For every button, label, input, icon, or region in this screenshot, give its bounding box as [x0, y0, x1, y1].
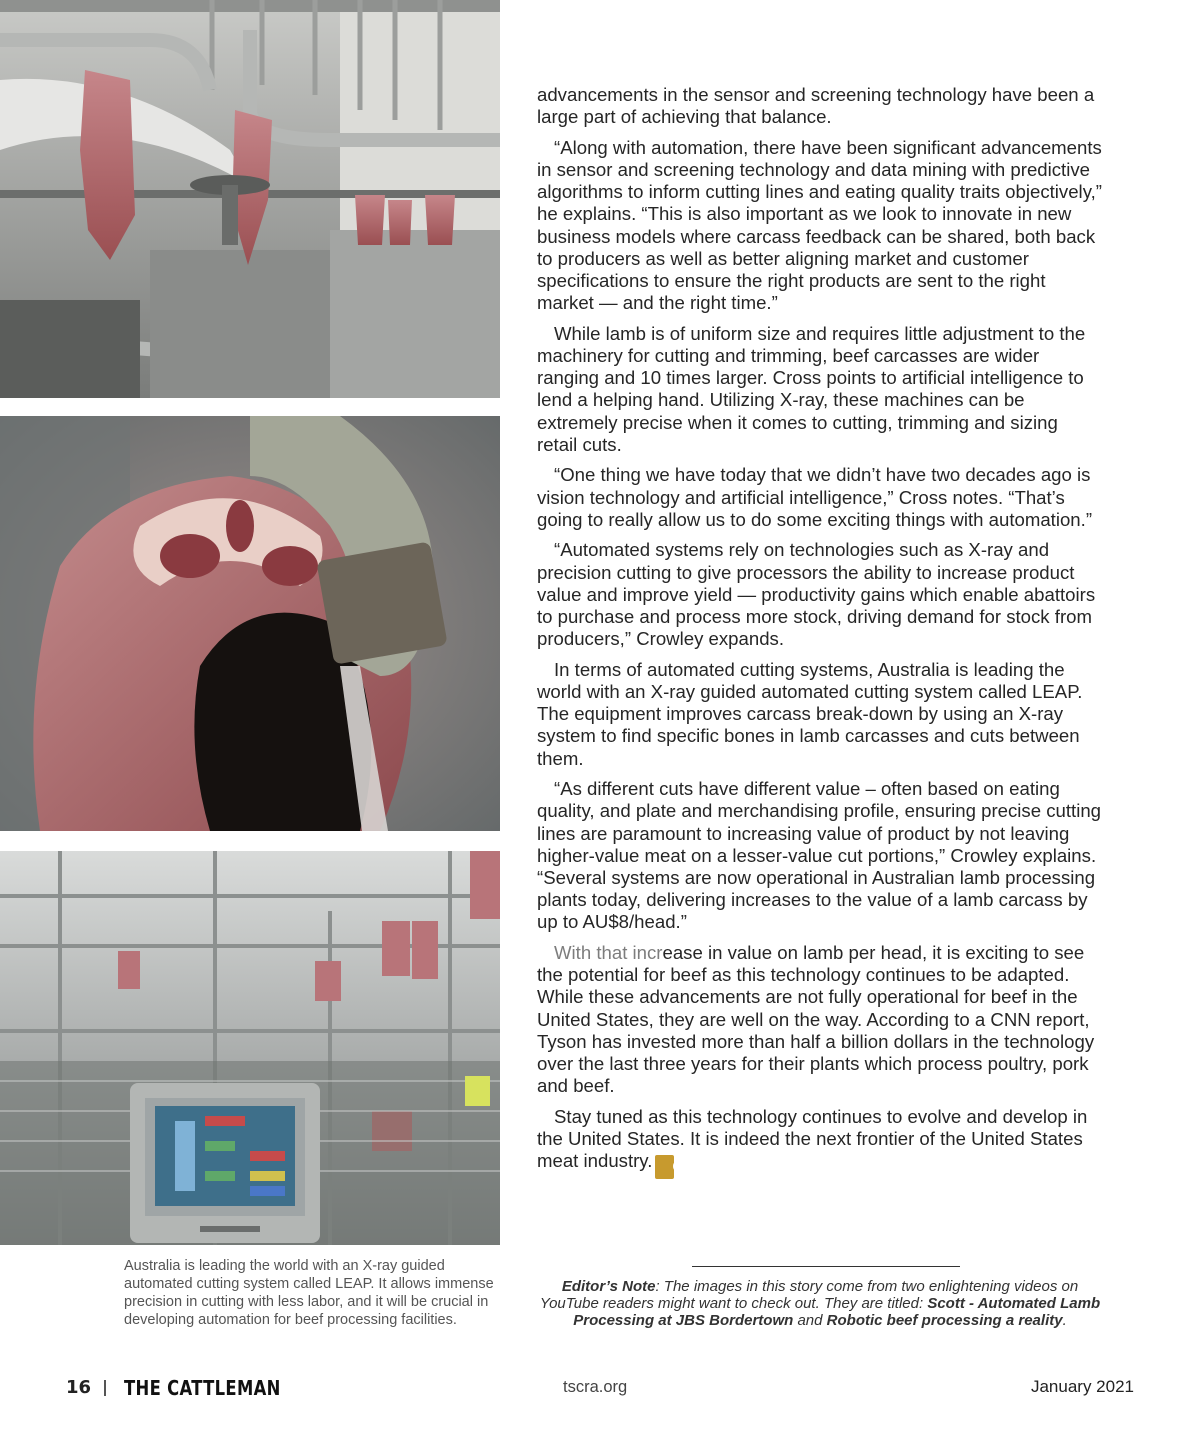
photo-lamb-carcasses-conveyor: [0, 0, 500, 398]
article-paragraph: [537, 942, 1103, 1097]
editor-note: [537, 1278, 1103, 1329]
article-paragraph: [537, 1106, 1103, 1179]
video-title: Robotic beef processing a reality: [826, 1312, 1063, 1329]
editor-note-label: Editor’s Note: [561, 1278, 656, 1295]
page-number: 16: [66, 1377, 92, 1398]
website: tscra.org: [563, 1378, 628, 1396]
editor-note-divider: [692, 1266, 960, 1267]
photo-processing-floor-xray-monitor: [0, 851, 500, 1245]
photo-caption: Australia is leading the world with an X-ray guided automated cutting system called LEAP. It allows immense precision in cutting with less labor, and it will be crucial in developing automation for beef processing facilities.: [124, 1258, 494, 1328]
footer-separator: [104, 1380, 106, 1396]
paragraph-text: Stay tuned as this technology continues to evolve and develop in the United States. It is indeed the next frontier of the United States meat industry.: [537, 1105, 1088, 1172]
video-title: Scott - Automated Lamb Processing at JBS Bordertown: [573, 1295, 1101, 1329]
article-paragraph: “One thing we have today that we didn’t have two decades ago is vision technology and artificial intelligence,” Cross notes. “That’s going to really allow us to do some exciting things with automation.”: [537, 464, 1093, 530]
photo-carcass-cutting-closeup: [0, 416, 500, 831]
article-paragraph: advancements in the sensor and screening technology have been a large part of achieving that balance.: [537, 84, 1095, 128]
editor-note-text: and: [793, 1312, 827, 1329]
article-body: [537, 84, 1103, 1188]
page-footer: [0, 1377, 1200, 1401]
paragraph-text: ease in value on lamb per head, it is exciting to see the potential for beef as this technology continues to be adapted. While these advancements are not fully operational for beef in the United States, they are well on the way. According to a CNN report, Tyson has invested more than half a billion dollars in the technology over the last three years for their plants which process poultry, pork and beef.: [537, 942, 1095, 1097]
article-paragraph: “Along with automation, there have been significant advancements in sensor and screening technology and data mining with predictive algorithms to inform cutting lines and eating quality traits objectively,” he explains. “This is also important as we look to innovate in new business models where carcass feedback can be shared, both back to producers as well as better aligning market and customer specifications to ensure the right products are sent to the right market — and the right time.”: [537, 136, 1102, 314]
article-paragraph: While lamb is of uniform size and requires little adjustment to the machinery for cutting and trimming, beef carcasses are wider ranging and 10 times larger. Cross points to artificial intelligence to lend a helping hand. Utilizing X-ray, these machines can be extremely precise when it comes to cutting, trimming and sizing retail cuts.: [537, 322, 1086, 455]
article-paragraph: “As different cuts have different value – often based on eating quality, and plate and merchandising profile, ensuring precise cutting lines are paramount to increasing value of product by not leaving higher-value meat on a lesser-value cut portions,” Crowley explains. “Several systems are now operational in Australian lamb processing plants today, delivering increases to the value of a lamb carcass by up to AU$8/head.”: [537, 778, 1102, 933]
paragraph-lead-in: With that incr: [554, 942, 663, 964]
editor-note-text: : The images in this story come from two enlightening videos on YouTube readers might want to check out. They are titled:: [539, 1278, 1079, 1312]
magazine-name: THE CATTLEMAN: [124, 1376, 281, 1400]
tscra-logo-icon: Ͼ: [655, 1155, 674, 1179]
editor-note-text: .: [1062, 1312, 1067, 1329]
article-paragraph: “Automated systems rely on technologies such as X-ray and precision cutting to give processors the ability to increase product value and improve yield — productivity gains which enable abattoirs to purchase and process more stock, driving demand for stock from producers,” Crowley expands.: [537, 539, 1096, 650]
issue-date: January 2021: [1030, 1377, 1134, 1396]
article-paragraph: In terms of automated cutting systems, Australia is leading the world with an X-ray guided automated cutting system called LEAP. The equipment improves carcass break-down by using an X-ray system to find specific bones in lamb carcasses and cuts between them.: [537, 658, 1083, 769]
